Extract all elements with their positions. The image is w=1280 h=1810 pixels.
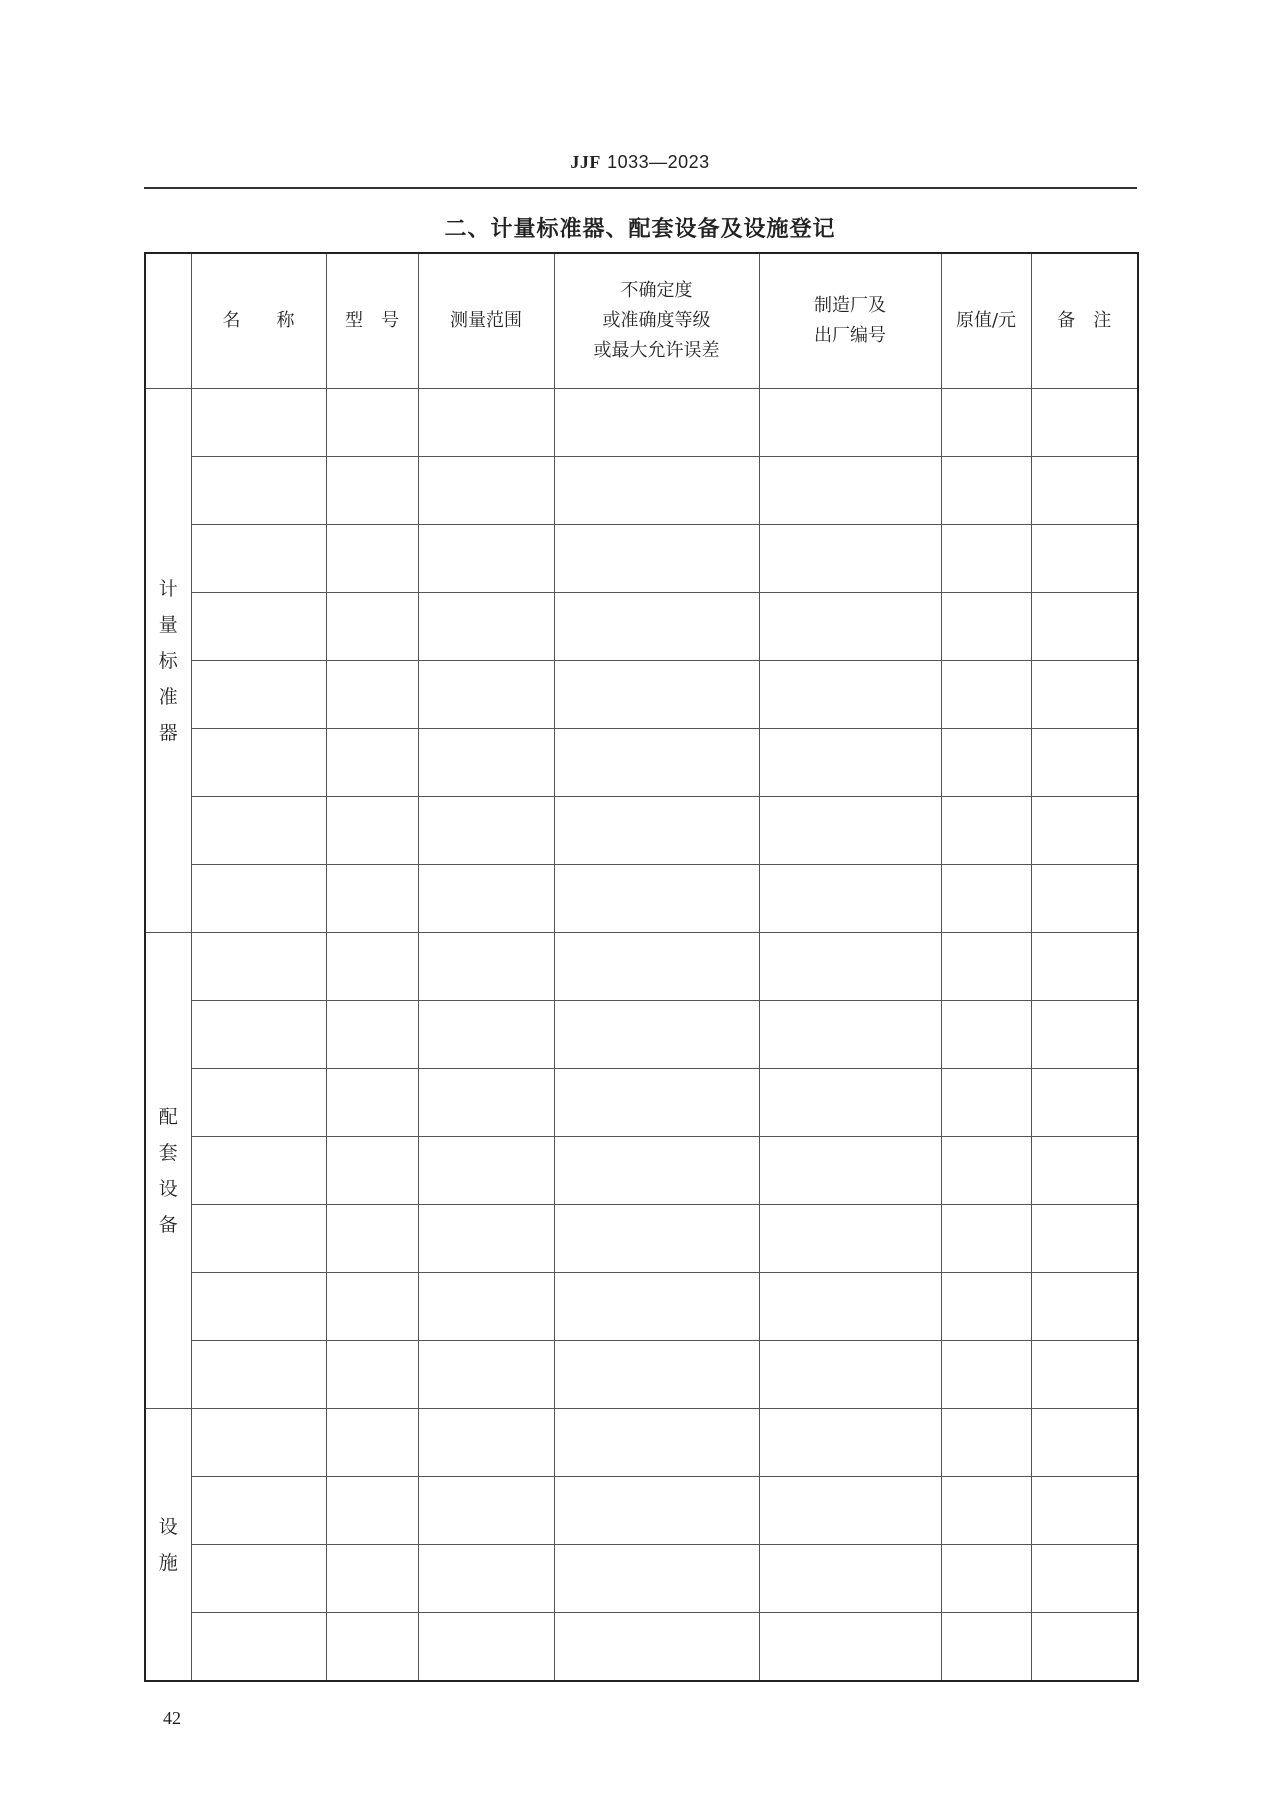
table-cell — [554, 525, 759, 593]
table-cell — [191, 1545, 326, 1613]
table-cell — [941, 1545, 1031, 1613]
table-cell — [191, 797, 326, 865]
table-cell — [418, 1409, 554, 1477]
table-cell — [326, 1409, 418, 1477]
table-cell — [418, 389, 554, 457]
table-cell — [1031, 729, 1138, 797]
table-row — [145, 1409, 1138, 1477]
table-row — [145, 1613, 1138, 1682]
table-cell — [1031, 389, 1138, 457]
table-cell — [191, 525, 326, 593]
table-cell — [191, 1069, 326, 1137]
table-cell — [418, 797, 554, 865]
col-header-name-label: 名 称 — [222, 310, 295, 331]
table-cell — [326, 1273, 418, 1341]
col-header-manufacturer — [759, 253, 941, 389]
table-cell — [554, 1273, 759, 1341]
table-cell — [759, 797, 941, 865]
table-cell — [941, 1613, 1031, 1682]
col-header-original-value — [941, 253, 1031, 389]
col-header-uncertainty-label: 不确定度 或准确度等级 或最大允许误差 — [593, 280, 720, 361]
table-row — [145, 933, 1138, 1001]
table-cell — [554, 933, 759, 1001]
col-header-measuring-range-label: 测量范围 — [450, 310, 522, 331]
header-rule — [144, 187, 1137, 189]
table-cell — [1031, 1273, 1138, 1341]
col-header-remarks-label: 备 注 — [1057, 310, 1112, 331]
table-cell — [418, 593, 554, 661]
table-cell — [191, 1137, 326, 1205]
table-cell — [759, 1205, 941, 1273]
table-cell — [191, 1409, 326, 1477]
table-cell — [759, 1613, 941, 1682]
table-cell — [759, 661, 941, 729]
header-corner-cell — [145, 253, 191, 389]
table-cell — [418, 1001, 554, 1069]
table-cell — [191, 729, 326, 797]
table-cell — [554, 729, 759, 797]
table-cell — [1031, 593, 1138, 661]
table-row — [145, 1205, 1138, 1273]
table-cell — [191, 1273, 326, 1341]
document-code-number: 1033—2023 — [607, 152, 710, 172]
page-number: 42 — [163, 1708, 181, 1728]
table-cell — [191, 1205, 326, 1273]
table-cell — [1031, 933, 1138, 1001]
table-cell — [759, 1273, 941, 1341]
table-cell — [418, 457, 554, 525]
table-cell — [1031, 661, 1138, 729]
table-row — [145, 593, 1138, 661]
table-cell — [1031, 797, 1138, 865]
table-cell — [326, 457, 418, 525]
table-row — [145, 797, 1138, 865]
table-cell — [418, 1273, 554, 1341]
table-row — [145, 661, 1138, 729]
table-row — [145, 1137, 1138, 1205]
table-row — [145, 1545, 1138, 1613]
group-label-cell — [145, 389, 191, 933]
table-cell — [326, 729, 418, 797]
table-cell — [326, 1341, 418, 1409]
table-row — [145, 729, 1138, 797]
group-label-cell — [145, 933, 191, 1409]
table-row — [145, 1069, 1138, 1137]
col-header-model-label: 型 号 — [345, 310, 399, 331]
table-cell — [418, 1341, 554, 1409]
table-cell — [554, 389, 759, 457]
table-cell — [1031, 1409, 1138, 1477]
section-title: 二、计量标准器、配套设备及设施登记 — [444, 217, 836, 242]
table-row — [145, 389, 1138, 457]
col-header-uncertainty — [554, 253, 759, 389]
table-cell — [941, 729, 1031, 797]
table-cell — [759, 525, 941, 593]
table-cell — [554, 1137, 759, 1205]
table-cell — [941, 1273, 1031, 1341]
table-cell — [759, 1477, 941, 1545]
table-cell — [191, 661, 326, 729]
table-cell — [554, 1613, 759, 1682]
table-row — [145, 1477, 1138, 1545]
table-cell — [418, 1545, 554, 1613]
document-code — [0, 152, 1280, 173]
table-cell — [326, 1613, 418, 1682]
table-row — [145, 1273, 1138, 1341]
register-body — [145, 253, 1138, 1681]
table-cell — [554, 593, 759, 661]
table-cell — [759, 389, 941, 457]
table-cell — [1031, 1545, 1138, 1613]
table-cell — [1031, 1205, 1138, 1273]
table-cell — [326, 1477, 418, 1545]
table-cell — [326, 525, 418, 593]
table-cell — [418, 933, 554, 1001]
table-cell — [418, 1069, 554, 1137]
table-cell — [1031, 1477, 1138, 1545]
group-label: 计量标准器 — [158, 577, 178, 744]
table-cell — [759, 457, 941, 525]
table-cell — [1031, 1137, 1138, 1205]
table-row — [145, 457, 1138, 525]
table-cell — [418, 1205, 554, 1273]
table-cell — [941, 1001, 1031, 1069]
group-label-cell — [145, 1409, 191, 1682]
table-cell — [554, 1069, 759, 1137]
col-header-model — [326, 253, 418, 389]
table-cell — [554, 865, 759, 933]
table-cell — [191, 389, 326, 457]
table-cell — [1031, 1001, 1138, 1069]
table-cell — [759, 1001, 941, 1069]
table-cell — [191, 933, 326, 1001]
table-cell — [326, 1069, 418, 1137]
table-cell — [326, 1001, 418, 1069]
table-cell — [554, 1477, 759, 1545]
table-cell — [941, 865, 1031, 933]
table-cell — [326, 797, 418, 865]
table-cell — [941, 389, 1031, 457]
table-cell — [759, 1069, 941, 1137]
col-header-original-value-label: 原值/元 — [955, 310, 1017, 331]
table-cell — [191, 1477, 326, 1545]
table-cell — [554, 797, 759, 865]
table-cell — [941, 933, 1031, 1001]
table-cell — [326, 865, 418, 933]
table-cell — [759, 933, 941, 1001]
table-row — [145, 1001, 1138, 1069]
document-code-prefix: JJF — [570, 152, 601, 172]
table-cell — [326, 593, 418, 661]
table-cell — [941, 661, 1031, 729]
col-header-name — [191, 253, 326, 389]
table-cell — [759, 593, 941, 661]
table-cell — [326, 389, 418, 457]
table-cell — [759, 1341, 941, 1409]
table-cell — [941, 1409, 1031, 1477]
table-cell — [326, 1545, 418, 1613]
col-header-remarks — [1031, 253, 1138, 389]
table-cell — [1031, 1069, 1138, 1137]
table-row — [145, 525, 1138, 593]
table-cell — [418, 729, 554, 797]
table-cell — [941, 1069, 1031, 1137]
table-cell — [554, 457, 759, 525]
table-row — [145, 1341, 1138, 1409]
table-cell — [326, 1205, 418, 1273]
table-cell — [554, 1205, 759, 1273]
table-cell — [1031, 525, 1138, 593]
table-cell — [418, 865, 554, 933]
table-cell — [326, 1137, 418, 1205]
table-cell — [418, 1477, 554, 1545]
table-cell — [1031, 1341, 1138, 1409]
table-cell — [941, 525, 1031, 593]
table-cell — [759, 1137, 941, 1205]
table-cell — [759, 729, 941, 797]
table-cell — [191, 865, 326, 933]
table-cell — [941, 457, 1031, 525]
table-cell — [418, 661, 554, 729]
table-cell — [554, 1341, 759, 1409]
group-label: 设施 — [158, 1515, 178, 1574]
table-cell — [554, 1545, 759, 1613]
table-cell — [941, 1137, 1031, 1205]
table-cell — [191, 1341, 326, 1409]
table-cell — [759, 1545, 941, 1613]
table-cell — [759, 1409, 941, 1477]
table-cell — [191, 1001, 326, 1069]
table-cell — [941, 1341, 1031, 1409]
table-cell — [554, 1001, 759, 1069]
table-cell — [326, 661, 418, 729]
col-header-measuring-range — [418, 253, 554, 389]
table-cell — [418, 1137, 554, 1205]
table-cell — [941, 797, 1031, 865]
group-label: 配套设备 — [158, 1105, 178, 1236]
table-cell — [191, 593, 326, 661]
col-header-manufacturer-label: 制造厂及 出厂编号 — [814, 295, 886, 346]
table-cell — [1031, 865, 1138, 933]
table-cell — [941, 1205, 1031, 1273]
table-cell — [418, 1613, 554, 1682]
table-cell — [1031, 1613, 1138, 1682]
table-cell — [941, 593, 1031, 661]
table-cell — [759, 865, 941, 933]
table-cell — [326, 933, 418, 1001]
table-cell — [191, 457, 326, 525]
table-row — [145, 865, 1138, 933]
table-cell — [418, 525, 554, 593]
table-cell — [191, 1613, 326, 1682]
table-cell — [554, 661, 759, 729]
table-cell — [1031, 457, 1138, 525]
header-row — [145, 253, 1138, 389]
table-cell — [941, 1477, 1031, 1545]
equipment-register-table — [144, 252, 1139, 1682]
table-cell — [554, 1409, 759, 1477]
